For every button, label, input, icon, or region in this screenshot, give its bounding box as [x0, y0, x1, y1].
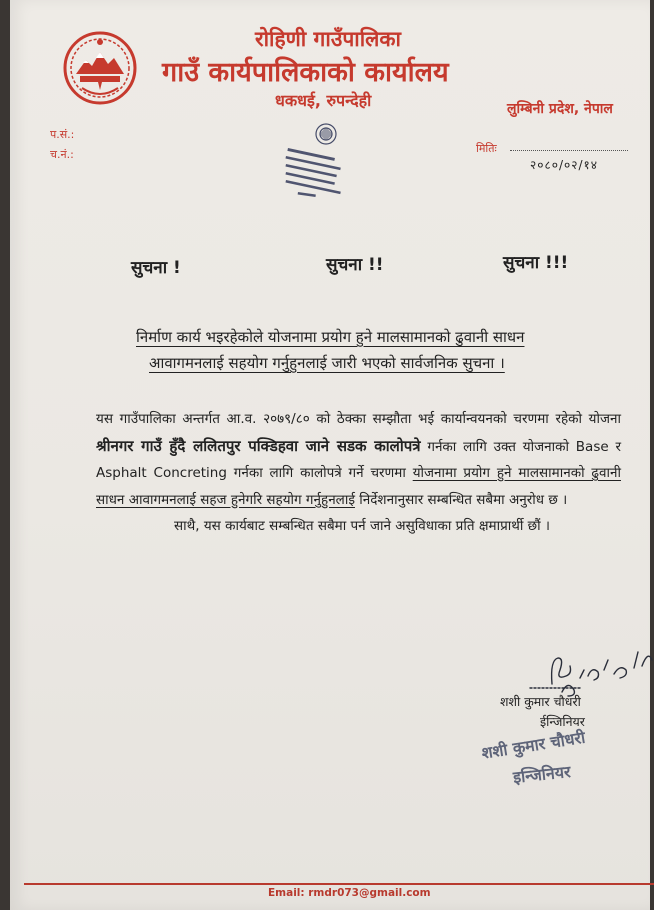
province-name: लुम्बिनी प्रदेश, नेपाल [507, 101, 613, 117]
reference-number-label: प.सं.: [50, 128, 75, 141]
notice-heading-1: सुचना ! [131, 258, 181, 278]
subject-line-1: निर्माण कार्य भइरहेकोले योजनामा प्रयोग हुने मालसामानको ढुवानी साधन [136, 328, 525, 346]
body-text-1: यस गाउँपालिका अन्तर्गत आ.व. २०७९/८० को ठेक्का सम्झौता भई कार्यान्वयनको चरणमा रहेको योजना [96, 411, 621, 427]
office-name: गाउँ कार्यपालिकाको कार्यालय [162, 57, 449, 88]
footer-email: Email: rmdr073@gmail.com [268, 887, 431, 899]
office-stamp-icon [280, 120, 360, 210]
body-text-2: गर्नका लागि उक्त योजनाको Base र Asphalt Concreting गर्नका लागि कालोपत्रे गर्ने चरणमा [96, 438, 621, 481]
name-stamp-name: शशी कुमार चौधरी [480, 727, 587, 763]
date-value: २०८०/०२/१४ [530, 158, 599, 172]
body-underlined-request: योजनामा प्रयोग हुने मालसामानको ढुवानी साधन आवागमनलाई सहज हुनेगरि सहयोग गर्नुहुनलाई [96, 465, 621, 508]
nepal-emblem-icon [62, 30, 138, 106]
office-location: धकधई, रुपन्देही [275, 91, 372, 110]
signatory-name: शशी कुमार चौधरी [500, 694, 581, 709]
body-apology: साथै, यस कार्यबाट सम्बन्धित सबैमा पर्न जाने असुविधाका प्रति क्षमाप्रार्थी छौं । [174, 518, 551, 534]
date-dotted-line [510, 150, 628, 151]
municipality-name: रोहिणी गाउँपालिका [255, 27, 401, 51]
subject-line-2: आवागमनलाई सहयोग गर्नुहुनलाई जारी भएको सार्वजनिक सुचना । [149, 354, 505, 372]
name-stamp-title: इन्जिनियर [512, 761, 572, 787]
date-label: मितिः [476, 142, 497, 155]
project-name: श्रीनगर गाउँ हुँदै ललितपुर पक्डिहवा जाने सडक कालोपत्रे [96, 436, 421, 455]
body-text-3: निर्देशनानुसार सम्बन्धित सबैमा अनुरोध छ । [354, 491, 568, 508]
footer-divider [24, 883, 654, 885]
dispatch-number-label: च.नं.: [50, 148, 74, 161]
notice-heading-3: सुचना !!! [503, 253, 569, 273]
letter-page [10, 0, 650, 910]
body-paragraph [96, 406, 621, 540]
notice-heading-2: सुचना !! [326, 255, 384, 275]
signatory-title: ईन्जिनियर [540, 714, 585, 729]
